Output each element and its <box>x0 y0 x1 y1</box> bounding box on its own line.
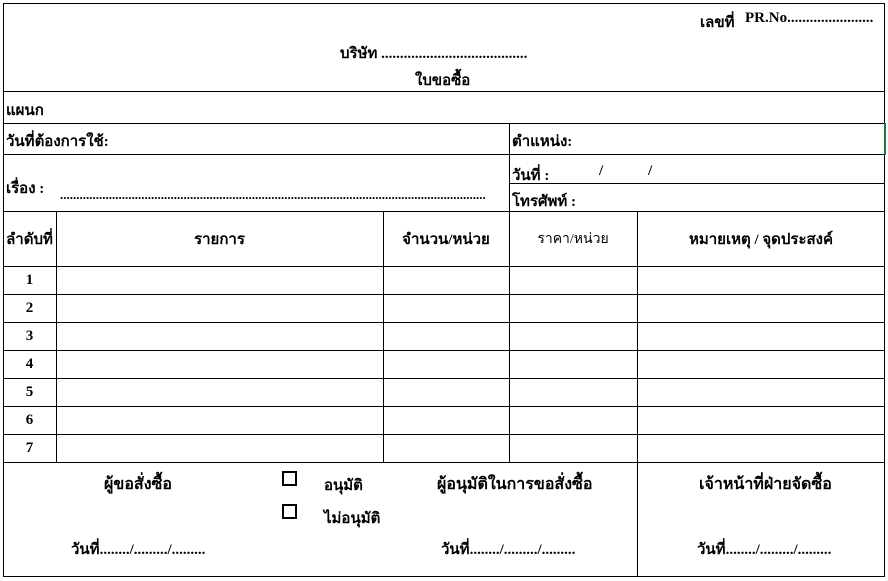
row-number: 1 <box>25 271 34 288</box>
approver-date-field[interactable]: วันที่......../........./......... <box>441 542 576 558</box>
date-separator: / <box>648 163 653 179</box>
divider <box>3 123 885 124</box>
divider <box>3 322 885 323</box>
divider <box>3 406 885 407</box>
column-header-price: ราคา/หน่วย <box>537 231 609 247</box>
purchasing-officer-label: เจ้าหน้าที่ฝ่ายจัดซื้อ <box>699 476 832 493</box>
subject-field[interactable]: ................................................................................................................................... <box>60 187 486 202</box>
divider <box>3 350 885 351</box>
not-approve-label: ไม่อนุมัติ <box>324 511 381 527</box>
row-number: 6 <box>25 411 34 428</box>
not-approve-checkbox[interactable] <box>282 504 297 519</box>
row-number: 5 <box>25 383 34 400</box>
approve-label: อนุมัติ <box>324 478 363 494</box>
column-header-no: ลำดับที่ <box>6 231 53 248</box>
row-number: 3 <box>25 327 34 344</box>
divider <box>3 434 885 435</box>
divider <box>3 294 885 295</box>
position-field[interactable]: ตำแหน่ง: <box>512 134 573 150</box>
divider <box>3 378 885 379</box>
phone-field[interactable]: โทรศัพท์ : <box>512 194 577 210</box>
divider <box>3 91 885 92</box>
form-title: ใบขอซื้อ <box>415 73 471 89</box>
row-number: 7 <box>25 439 34 456</box>
column-header-qty: จำนวน/หน่วย <box>402 231 490 248</box>
requester-date-field[interactable]: วันที่......../........./......... <box>71 542 206 558</box>
approve-checkbox[interactable] <box>282 471 297 486</box>
divider <box>3 462 885 463</box>
row-number: 4 <box>25 355 34 372</box>
pr-number-label: เลขที่ <box>700 15 735 31</box>
date-field[interactable]: วันที่ : <box>512 168 550 184</box>
divider <box>3 154 885 155</box>
purchasing-date-field[interactable]: วันที่......../........./......... <box>697 542 832 558</box>
approver-label: ผู้อนุมัติในการขอสั่งซื้อ <box>437 476 593 493</box>
subject-label: เรื่อง : <box>6 181 45 197</box>
divider <box>509 183 885 184</box>
column-header-item: รายการ <box>194 231 245 248</box>
date-separator: / <box>599 163 604 179</box>
department-field[interactable]: แผนก <box>6 103 44 119</box>
divider <box>509 123 510 211</box>
pr-number-field[interactable]: PR.No....................... <box>745 10 874 26</box>
company-field[interactable]: บริษัท ....................................... <box>340 46 528 62</box>
requester-label: ผู้ขอสั่งซื้อ <box>104 476 172 493</box>
row-number: 2 <box>25 299 34 316</box>
cell-selection-marker <box>884 123 886 155</box>
required-date-field[interactable]: วันที่ต้องการใช้: <box>6 134 109 150</box>
column-header-remark: หมายเหตุ / จุดประสงค์ <box>688 231 834 248</box>
divider <box>3 266 885 267</box>
